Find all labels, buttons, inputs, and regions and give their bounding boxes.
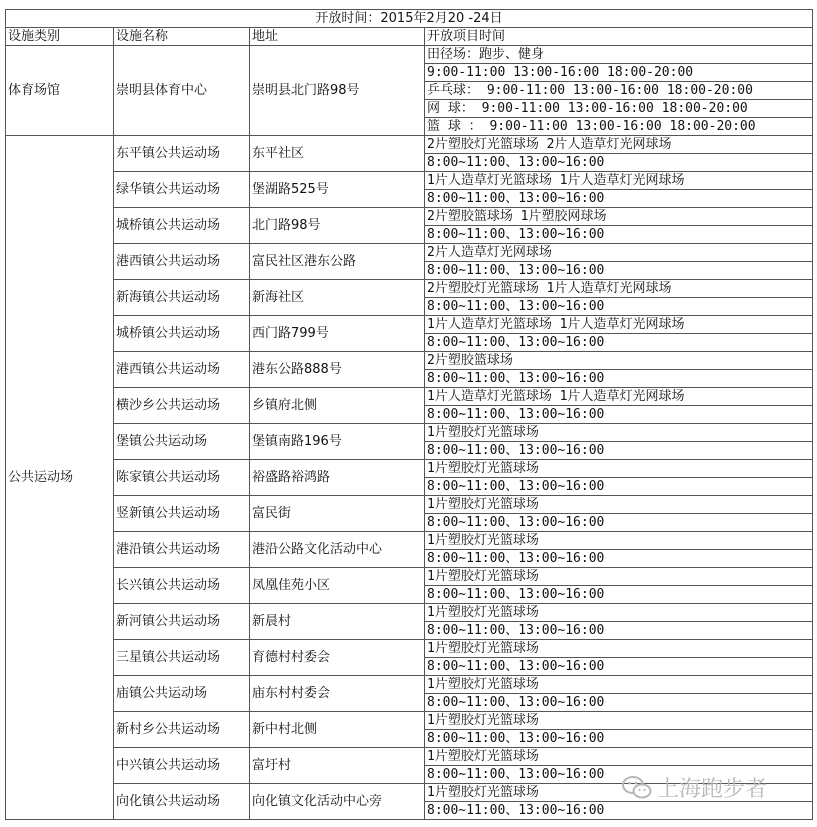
- facility-name: 崇明县体育中心: [114, 46, 250, 136]
- venue-address: 乡镇府北侧: [250, 388, 425, 424]
- gym-line: 篮 球 ： 9:00-11:00 13:00-16:00 18:00-20:00: [425, 118, 813, 136]
- venue-name: 新海镇公共运动场: [114, 280, 250, 316]
- venue-facility: 1片塑胶灯光篮球场: [425, 604, 813, 622]
- venue-facility: 2片人造草灯光网球场: [425, 244, 813, 262]
- table-row: [6, 676, 813, 694]
- table-row: [6, 244, 813, 262]
- venue-hours: 8:00~11:00、13:00~16:00: [425, 622, 813, 640]
- venue-hours: 8:00~11:00、13:00~16:00: [425, 478, 813, 496]
- venue-hours: 8:00~11:00、13:00~16:00: [425, 730, 813, 748]
- venue-name: 陈家镇公共运动场: [114, 460, 250, 496]
- venue-name: 港西镇公共运动场: [114, 244, 250, 280]
- gym-line: 乒乓球： 9:00-11:00 13:00-16:00 18:00-20:00: [425, 82, 813, 100]
- venue-facility: 1片塑胶灯光篮球场: [425, 748, 813, 766]
- venue-facility: 2片塑胶灯光篮球场 1片人造草灯光网球场: [425, 280, 813, 298]
- venue-name: 新村乡公共运动场: [114, 712, 250, 748]
- venue-name: 新河镇公共运动场: [114, 604, 250, 640]
- venue-address: 凤凰佳苑小区: [250, 568, 425, 604]
- table-row: [6, 388, 813, 406]
- venue-address: 庙东村村委会: [250, 676, 425, 712]
- venue-hours: 8:00~11:00、13:00~16:00: [425, 766, 813, 784]
- venue-name: 东平镇公共运动场: [114, 136, 250, 172]
- venue-name: 港沿镇公共运动场: [114, 532, 250, 568]
- table-row: [6, 424, 813, 442]
- venue-hours: 8:00~11:00、13:00~16:00: [425, 658, 813, 676]
- category-public: 公共运动场: [6, 136, 114, 820]
- venue-name: 横沙乡公共运动场: [114, 388, 250, 424]
- header-name: 设施名称: [114, 28, 250, 46]
- table-row: [6, 460, 813, 478]
- venue-name: 城桥镇公共运动场: [114, 208, 250, 244]
- venue-address: 裕盛路裕鸿路: [250, 460, 425, 496]
- table-row: [6, 316, 813, 334]
- venue-facility: 1片塑胶灯光篮球场: [425, 640, 813, 658]
- venue-facility: 1片人造草灯光篮球场 1片人造草灯光网球场: [425, 316, 813, 334]
- venue-hours: 8:00~11:00、13:00~16:00: [425, 586, 813, 604]
- table-row: [6, 712, 813, 730]
- venue-name: 城桥镇公共运动场: [114, 316, 250, 352]
- venue-facility: 1片塑胶灯光篮球场: [425, 496, 813, 514]
- venue-facility: 1片人造草灯光篮球场 1片人造草灯光网球场: [425, 388, 813, 406]
- venue-facility: 1片塑胶灯光篮球场: [425, 676, 813, 694]
- venue-name: 竖新镇公共运动场: [114, 496, 250, 532]
- gym-row: [6, 46, 813, 64]
- venue-hours: 8:00~11:00、13:00~16:00: [425, 802, 813, 820]
- venue-address: 港沿公路文化活动中心: [250, 532, 425, 568]
- venue-address: 育德村村委会: [250, 640, 425, 676]
- gym-line: 网 球： 9:00-11:00 13:00-16:00 18:00-20:00: [425, 100, 813, 118]
- venue-hours: 8:00~11:00、13:00~16:00: [425, 550, 813, 568]
- venue-hours: 8:00~11:00、13:00~16:00: [425, 514, 813, 532]
- venue-address: 富圩村: [250, 748, 425, 784]
- watermark-text: 上海跑步者: [657, 777, 768, 802]
- table-row: [6, 532, 813, 550]
- venue-address: 港东公路888号: [250, 352, 425, 388]
- header-hours: 开放项目时间: [425, 28, 813, 46]
- venue-hours: 8:00~11:00、13:00~16:00: [425, 154, 813, 172]
- table-row: [6, 280, 813, 298]
- table-row: [6, 784, 813, 802]
- venue-address: 堡镇南路196号: [250, 424, 425, 460]
- venue-hours: 8:00~11:00、13:00~16:00: [425, 694, 813, 712]
- venue-name: 庙镇公共运动场: [114, 676, 250, 712]
- venue-name: 港西镇公共运动场: [114, 352, 250, 388]
- venue-address: 富民街: [250, 496, 425, 532]
- venue-hours: 8:00~11:00、13:00~16:00: [425, 262, 813, 280]
- table-row: [6, 640, 813, 658]
- table-row: [6, 496, 813, 514]
- venue-facility: 2片塑胶篮球场: [425, 352, 813, 370]
- table-row: [6, 136, 813, 154]
- header-row: [6, 28, 813, 46]
- venue-hours: 8:00~11:00、13:00~16:00: [425, 190, 813, 208]
- venue-facility: 1片塑胶灯光篮球场: [425, 784, 813, 802]
- venue-facility: 1片塑胶灯光篮球场: [425, 568, 813, 586]
- facility-address: 崇明县北门路98号: [250, 46, 425, 136]
- table-title: 开放时间：2015年2月20 -24日: [6, 10, 813, 28]
- venue-hours: 8:00~11:00、13:00~16:00: [425, 370, 813, 388]
- table-row: [6, 208, 813, 226]
- venue-address: 堡湖路525号: [250, 172, 425, 208]
- table-row: [6, 604, 813, 622]
- venue-address: 东平社区: [250, 136, 425, 172]
- header-address: 地址: [250, 28, 425, 46]
- venue-hours: 8:00~11:00、13:00~16:00: [425, 226, 813, 244]
- venue-hours: 8:00~11:00、13:00~16:00: [425, 406, 813, 424]
- schedule-table: [5, 9, 813, 820]
- venue-name: 三星镇公共运动场: [114, 640, 250, 676]
- header-category: 设施类别: [6, 28, 114, 46]
- table-row: [6, 748, 813, 766]
- venue-facility: 1片人造草灯光篮球场 1片人造草灯光网球场: [425, 172, 813, 190]
- venue-facility: 2片塑胶灯光篮球场 2片人造草灯光网球场: [425, 136, 813, 154]
- venue-hours: 8:00~11:00、13:00~16:00: [425, 334, 813, 352]
- venue-address: 新海社区: [250, 280, 425, 316]
- venue-name: 中兴镇公共运动场: [114, 748, 250, 784]
- venue-address: 新中村北侧: [250, 712, 425, 748]
- venue-facility: 1片塑胶灯光篮球场: [425, 712, 813, 730]
- category-gym: 体育场馆: [6, 46, 114, 136]
- gym-line: 9:00-11:00 13:00-16:00 18:00-20:00: [425, 64, 813, 82]
- venue-name: 向化镇公共运动场: [114, 784, 250, 820]
- gym-line: 田径场：跑步、健身: [425, 46, 813, 64]
- table-row: [6, 352, 813, 370]
- venue-facility: 1片塑胶灯光篮球场: [425, 460, 813, 478]
- venue-address: 新晨村: [250, 604, 425, 640]
- venue-address: 富民社区港东公路: [250, 244, 425, 280]
- venue-hours: 8:00~11:00、13:00~16:00: [425, 442, 813, 460]
- venue-name: 堡镇公共运动场: [114, 424, 250, 460]
- venue-address: 向化镇文化活动中心旁: [250, 784, 425, 820]
- venue-address: 西门路799号: [250, 316, 425, 352]
- venue-name: 绿华镇公共运动场: [114, 172, 250, 208]
- table-row: [6, 568, 813, 586]
- venue-hours: 8:00~11:00、13:00~16:00: [425, 298, 813, 316]
- table-row: [6, 172, 813, 190]
- venue-address: 北门路98号: [250, 208, 425, 244]
- venue-facility: 1片塑胶灯光篮球场: [425, 424, 813, 442]
- title-row: [6, 10, 813, 28]
- venue-facility: 1片塑胶灯光篮球场: [425, 532, 813, 550]
- venue-name: 长兴镇公共运动场: [114, 568, 250, 604]
- venue-facility: 2片塑胶篮球场 1片塑胶网球场: [425, 208, 813, 226]
